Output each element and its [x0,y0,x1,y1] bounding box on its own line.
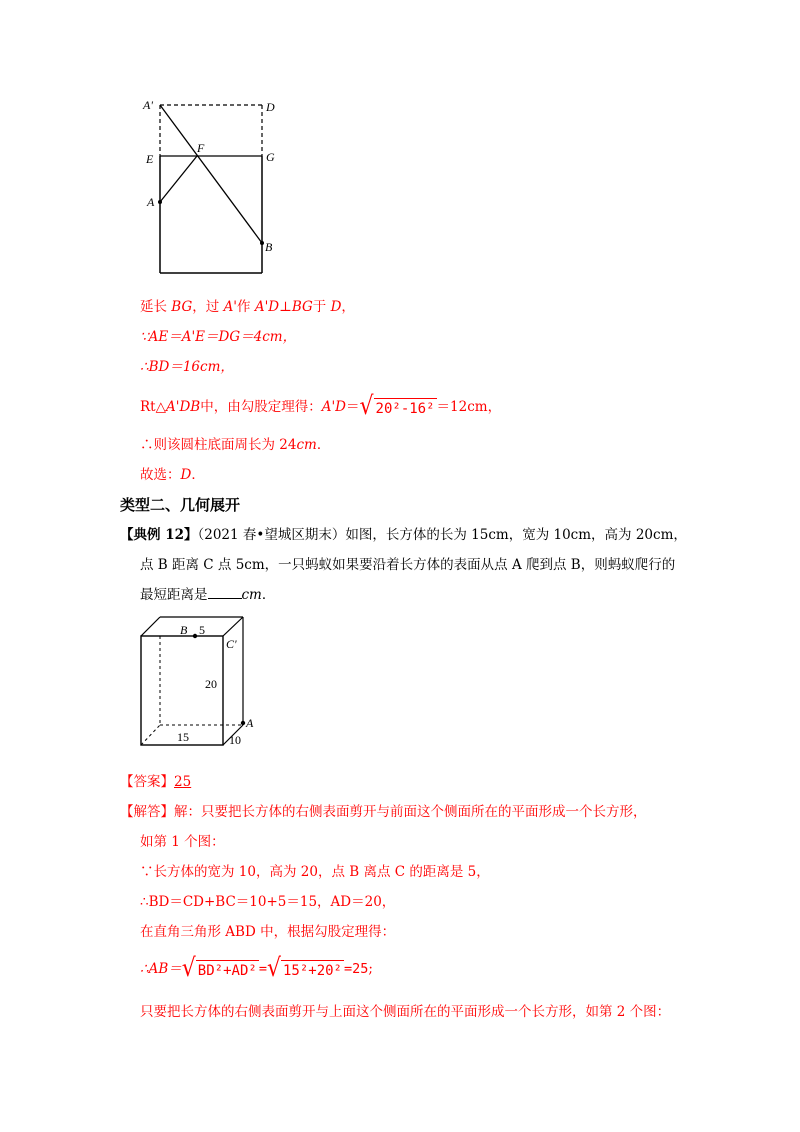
text: cm [241,587,262,603]
text: A'D [321,399,346,415]
answer-blank [208,586,242,599]
label-twenty: 20 [205,677,217,691]
text: = [258,961,267,977]
analysis-line1 [120,803,647,821]
text: ． [191,467,205,483]
text: ; [368,961,373,977]
text: 如图，长方体的长为 15cm，宽为 10cm，高为 20cm， [345,527,687,543]
label-b: B [265,240,273,254]
solution1-line1 [140,298,355,316]
answer-tag: 【答案】 [120,774,174,790]
label-five: 5 [199,623,205,637]
sqrt-expression-1 [181,954,259,983]
analysis-line7: 只要把长方体的右侧表面剪开与上面这个侧面所在的平面形成一个长方形，如第 2 个图： [140,1004,671,1020]
label-a: A [246,716,254,730]
analysis-line5: 在直角三角形 ABD 中，根据勾股定理得： [140,924,396,940]
edge [141,617,160,636]
section-heading: 类型二、几何展开 [120,496,241,514]
solution1-line3: ∴BD＝16cm， [140,359,234,375]
edge [223,617,243,636]
text: 解：只要把长方体的右侧表面剪开与前面这个侧面所在的平面形成一个长方形， [174,804,647,820]
text: √ [266,954,281,983]
a-prime-b-line [160,105,262,243]
figure-cylinder-unfold [140,95,290,280]
label-a: A [147,195,155,209]
label-ten: 10 [229,733,241,747]
point-a-dot [158,200,162,204]
text: A'D [254,299,280,315]
text: A'DB [165,399,201,415]
text: 作 [237,299,255,315]
label-e: E [146,152,154,166]
text: （2021 春•望城区期末） [197,527,346,543]
sqrt-body: 20²-16² [374,398,437,418]
text: ＝ [346,399,360,415]
text: 中，由勾股定理得： [200,399,322,415]
text: D [180,467,192,483]
text: Rt△ [140,399,166,415]
sqrt-body: BD²+AD² [196,960,259,980]
point-a-dot [241,721,245,725]
text: ＝12cm， [436,399,502,415]
solution1-line5 [140,436,330,454]
solution1-line6 [140,466,205,484]
analysis-line2: 如第 1 个图： [140,834,225,850]
solution1-line2: ∵AE＝A'E＝DG＝4cm， [140,329,297,345]
text: ． [261,587,276,603]
a-f-line [160,156,197,202]
label-c: C' [226,637,237,651]
text: 最短距离是 [140,587,208,603]
answer-line [120,773,191,791]
text: ⊥ [279,299,292,315]
label-b: B [180,623,188,637]
text: =25 [344,961,369,977]
text: BG [171,299,193,315]
sqrt-body: 15²+20² [281,960,344,980]
text: ． [316,437,331,453]
analysis-tag: 【解答】 [120,804,174,820]
label-g: G [266,150,275,164]
figure-cuboid [133,612,263,752]
text: ∴则该圆柱底面周长为 24 [140,437,297,453]
solution1-line4 [140,392,502,421]
sqrt-expression-2 [266,954,344,983]
label-d: D [266,100,275,114]
text: 故选： [140,467,181,483]
label-fifteen: 15 [177,730,189,744]
text: BG [291,299,313,315]
text: √ [181,954,196,983]
example12-line1 [120,526,687,544]
label-f: F [197,141,205,155]
label-a-prime: A' [143,98,153,112]
text: ，过 [192,299,224,315]
text: ∴AB＝ [140,961,182,977]
sqrt-expression [359,392,437,421]
text: D [330,299,342,315]
point-b-dot [260,241,264,245]
example12-line2: 点 B 距离 C 点 5cm，一只蚂蚁如果要沿着长方体的表面从点 A 爬到点 B，则蚂蚁爬行的 [140,557,676,573]
text: cm [296,437,317,453]
analysis-line4: ∴BD＝CD+BC＝10+5＝15，AD＝20， [140,894,396,910]
text: 【典例 12】 [120,527,198,543]
point-b-dot [193,634,197,638]
analysis-line6 [140,954,373,983]
analysis-line3: ∵长方体的宽为 10，高为 20，点 B 离点 C 的距离是 5， [140,864,490,880]
text: 于 [312,299,331,315]
text: ， [341,299,355,315]
text: √ [359,392,374,421]
hidden-edge [141,725,160,745]
text: 延长 [140,299,172,315]
example12-line3 [140,586,275,604]
answer-value: 25 [174,774,192,790]
text: A' [223,299,238,315]
